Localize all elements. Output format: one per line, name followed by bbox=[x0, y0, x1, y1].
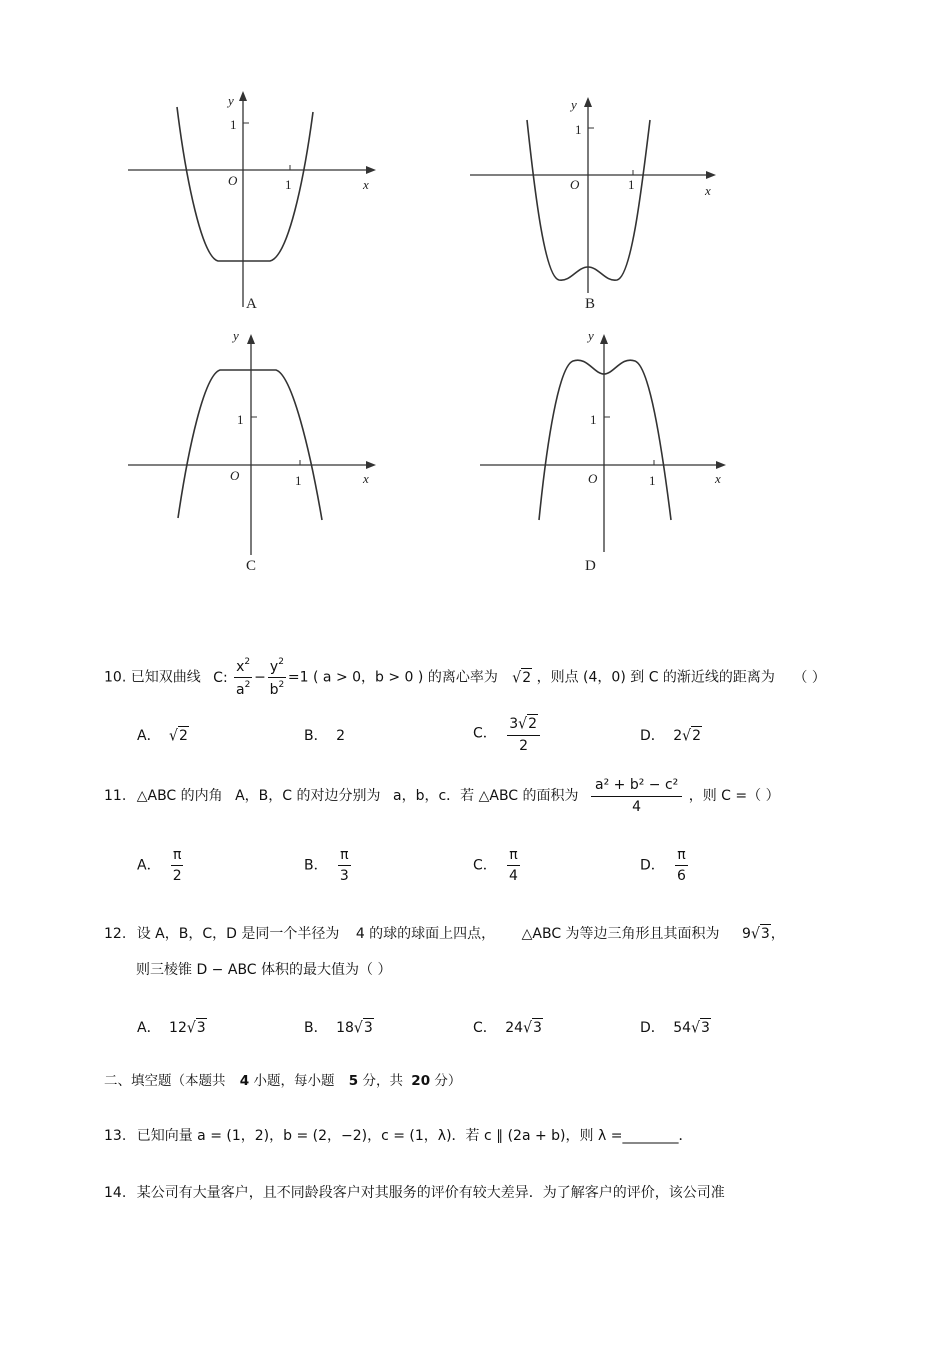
question-number: 10. bbox=[104, 669, 127, 686]
y-tick-label: 1 bbox=[590, 412, 597, 427]
option-value: 2 bbox=[336, 728, 345, 744]
option-label: B． bbox=[304, 1020, 328, 1036]
fraction bbox=[675, 848, 687, 883]
question-number: 11. bbox=[104, 788, 127, 804]
option-d[interactable] bbox=[640, 1018, 711, 1038]
question-text: 已知双曲线 bbox=[130, 669, 201, 686]
origin-label: O bbox=[588, 471, 598, 486]
fraction-y2-b2 bbox=[268, 658, 286, 697]
question-text: 设 A，B，C，D 是同一个半径为 bbox=[136, 926, 340, 942]
option-c[interactable] bbox=[473, 714, 542, 753]
y-axis-label: y bbox=[571, 97, 577, 112]
exp: 2 bbox=[278, 680, 285, 690]
option-b[interactable] bbox=[304, 848, 353, 883]
sqrt-3: √3 bbox=[691, 1019, 710, 1037]
question-text: △ABC 的面积为 bbox=[478, 788, 579, 804]
option-label: C． bbox=[473, 857, 497, 874]
x-axis-arrow bbox=[366, 166, 376, 174]
question-text: 4 的球的球面上四点， bbox=[355, 926, 496, 942]
y-tick-label: 1 bbox=[237, 412, 244, 427]
var-y: y bbox=[269, 659, 279, 675]
heading-text: 小题，每小题 bbox=[253, 1073, 335, 1089]
points-each: 5 bbox=[348, 1073, 359, 1089]
x-tick-label: 1 bbox=[285, 177, 292, 192]
option-a[interactable] bbox=[137, 1018, 207, 1038]
graph-b bbox=[465, 85, 735, 320]
x-axis-label: x bbox=[715, 471, 721, 486]
question-text: 到 C 的渐近线的距离为 bbox=[630, 669, 775, 686]
y-axis-label: y bbox=[588, 328, 594, 343]
area-fraction bbox=[591, 778, 682, 814]
y-axis-label: y bbox=[228, 93, 234, 108]
question-text: △ABC 为等边三角形且其面积为 bbox=[521, 926, 720, 942]
option-a[interactable] bbox=[137, 726, 189, 746]
var-a: a bbox=[235, 682, 245, 698]
numerator: π bbox=[507, 848, 519, 866]
fraction bbox=[507, 848, 519, 883]
option-c[interactable] bbox=[473, 848, 522, 883]
y-axis-arrow bbox=[239, 91, 247, 101]
question-text: △ABC 的内角 bbox=[136, 788, 223, 804]
sqrt-3: √3 bbox=[750, 925, 770, 943]
panel-caption: B bbox=[585, 296, 596, 312]
panel-caption: D bbox=[585, 558, 596, 574]
x-tick-label: 1 bbox=[628, 177, 635, 192]
question-text: 某公司有大量客户，且不同龄段客户对其服务的评价有较大差异．为了解客户的评价，该公司准 bbox=[136, 1185, 725, 1201]
curve-name: C: bbox=[213, 669, 228, 686]
numerator: a² + b² − c² bbox=[591, 778, 682, 797]
sqrt-3: √3 bbox=[353, 1019, 373, 1037]
question-text: a，b，c．若 bbox=[392, 788, 475, 804]
comma: ， bbox=[770, 926, 785, 942]
x-axis-arrow bbox=[366, 461, 376, 469]
section-heading bbox=[104, 1071, 461, 1091]
x-axis-label: x bbox=[705, 183, 711, 198]
sqrt-2: √2 bbox=[169, 727, 188, 745]
curve-a bbox=[177, 107, 313, 261]
answer-paren: （ ） bbox=[793, 669, 826, 686]
numerator: π bbox=[338, 848, 350, 866]
option-label: D． bbox=[640, 1020, 665, 1036]
condition: ( a > 0，b > 0 ) bbox=[313, 669, 424, 686]
x-tick-label: 1 bbox=[649, 473, 656, 488]
curve-c bbox=[178, 370, 322, 520]
option-c[interactable] bbox=[473, 1018, 543, 1038]
option-label: D． bbox=[640, 857, 665, 874]
coef: 18 bbox=[336, 1020, 354, 1036]
x-axis-arrow bbox=[706, 171, 716, 179]
origin-label: O bbox=[570, 177, 580, 192]
graph-d bbox=[475, 320, 745, 580]
coef: 3 bbox=[509, 716, 519, 732]
question-14 bbox=[104, 1183, 725, 1203]
points-total: 20 bbox=[411, 1073, 431, 1089]
y-tick-label: 1 bbox=[230, 117, 237, 132]
equals-one: =1 bbox=[287, 669, 309, 686]
exp: 2 bbox=[244, 680, 251, 690]
question-10: 10. 已知双曲线 C: $\frac{x^2}{a^2}$ − $\frac{y^2}{b^2}$ =1 ( a > 0，b > 0 ) 的离心率为 √2 ，则点 (4，0) 到 C 的渐近线的距离为 （ ） bbox=[104, 657, 826, 698]
question-text: 的离心率为 bbox=[427, 669, 498, 686]
option-b[interactable] bbox=[304, 726, 345, 746]
panel-caption: A bbox=[246, 296, 257, 312]
question-12-line2 bbox=[136, 960, 391, 980]
option-label: A． bbox=[137, 1020, 161, 1036]
option-label: B． bbox=[304, 857, 328, 874]
exp: 2 bbox=[278, 657, 284, 667]
question-13 bbox=[104, 1126, 692, 1146]
question-number: 14. bbox=[104, 1185, 127, 1201]
coef: 2 bbox=[673, 728, 683, 744]
heading-text: 分） bbox=[434, 1073, 462, 1089]
panel-caption: C bbox=[246, 558, 257, 574]
numerator: π bbox=[171, 848, 183, 866]
heading-text: 二、填空题（本题共 bbox=[104, 1073, 226, 1089]
denominator: 4 bbox=[632, 799, 642, 815]
question-12 bbox=[104, 924, 785, 944]
var-x: x bbox=[236, 659, 245, 675]
x-tick-label: 1 bbox=[295, 473, 302, 488]
exp: 2 bbox=[244, 657, 251, 667]
option-label: B． bbox=[304, 728, 328, 744]
y-axis-arrow bbox=[584, 97, 592, 107]
origin-label: O bbox=[228, 173, 238, 188]
heading-text: 分，共 bbox=[362, 1073, 403, 1089]
coef: 54 bbox=[673, 1020, 692, 1036]
question-text: ，则 C =（ ） bbox=[688, 788, 780, 804]
sqrt-2: √2 bbox=[512, 668, 532, 687]
denominator: 3 bbox=[339, 868, 349, 884]
curve-d bbox=[539, 360, 671, 520]
option-label: A． bbox=[137, 857, 161, 874]
option-label: C． bbox=[473, 725, 497, 742]
graph-a bbox=[120, 85, 390, 320]
question-number: 13. bbox=[104, 1128, 127, 1144]
sqrt-3: √3 bbox=[186, 1019, 206, 1037]
option-d[interactable] bbox=[640, 726, 702, 746]
option-a[interactable] bbox=[137, 848, 185, 883]
question-11 bbox=[104, 778, 780, 814]
y-tick-label: 1 bbox=[575, 122, 582, 137]
numerator: π bbox=[675, 848, 687, 866]
option-label: D． bbox=[640, 728, 665, 744]
point: (4，0) bbox=[583, 669, 626, 686]
fraction bbox=[171, 848, 183, 883]
var-b: b bbox=[269, 682, 279, 698]
question-count: 4 bbox=[239, 1073, 250, 1089]
graph-c bbox=[120, 320, 390, 580]
question-number: 12. bbox=[104, 926, 127, 942]
denominator: 6 bbox=[676, 868, 686, 884]
x-axis-label: x bbox=[363, 177, 369, 192]
fraction-x2-a2 bbox=[234, 658, 252, 697]
x-axis-label: x bbox=[363, 471, 369, 486]
option-label: C． bbox=[473, 1020, 497, 1036]
y-axis-arrow bbox=[247, 334, 255, 344]
coef: 12 bbox=[169, 1020, 187, 1036]
denominator: 2 bbox=[519, 738, 529, 754]
option-b[interactable] bbox=[304, 1018, 374, 1038]
y-axis-arrow bbox=[600, 334, 608, 344]
question-text: A，B，C 的对边分别为 bbox=[235, 788, 381, 804]
fraction: $\frac{3√2}{2}$ bbox=[507, 714, 540, 753]
sqrt-3: √3 bbox=[523, 1019, 542, 1037]
x-axis-arrow bbox=[716, 461, 726, 469]
question-text: 已知向量 a = (1，2)，b = (2，−2)，c = (1，λ)．若 c ∥ (2a + b)，则 λ =________． bbox=[136, 1128, 693, 1144]
option-d[interactable] bbox=[640, 848, 690, 883]
coef: 24 bbox=[505, 1020, 524, 1036]
question-text: 则三棱锥 D − ABC 体积的最大值为（ ） bbox=[136, 962, 392, 978]
denominator: 4 bbox=[508, 868, 518, 884]
option-label: A． bbox=[137, 728, 161, 744]
denominator: 2 bbox=[172, 868, 182, 884]
sqrt-2: √2 bbox=[682, 727, 701, 745]
question-text: ，则点 bbox=[536, 669, 579, 686]
origin-label: O bbox=[230, 468, 240, 483]
fraction bbox=[338, 848, 350, 883]
coef: 9 bbox=[742, 926, 751, 942]
y-axis-label: y bbox=[233, 328, 239, 343]
